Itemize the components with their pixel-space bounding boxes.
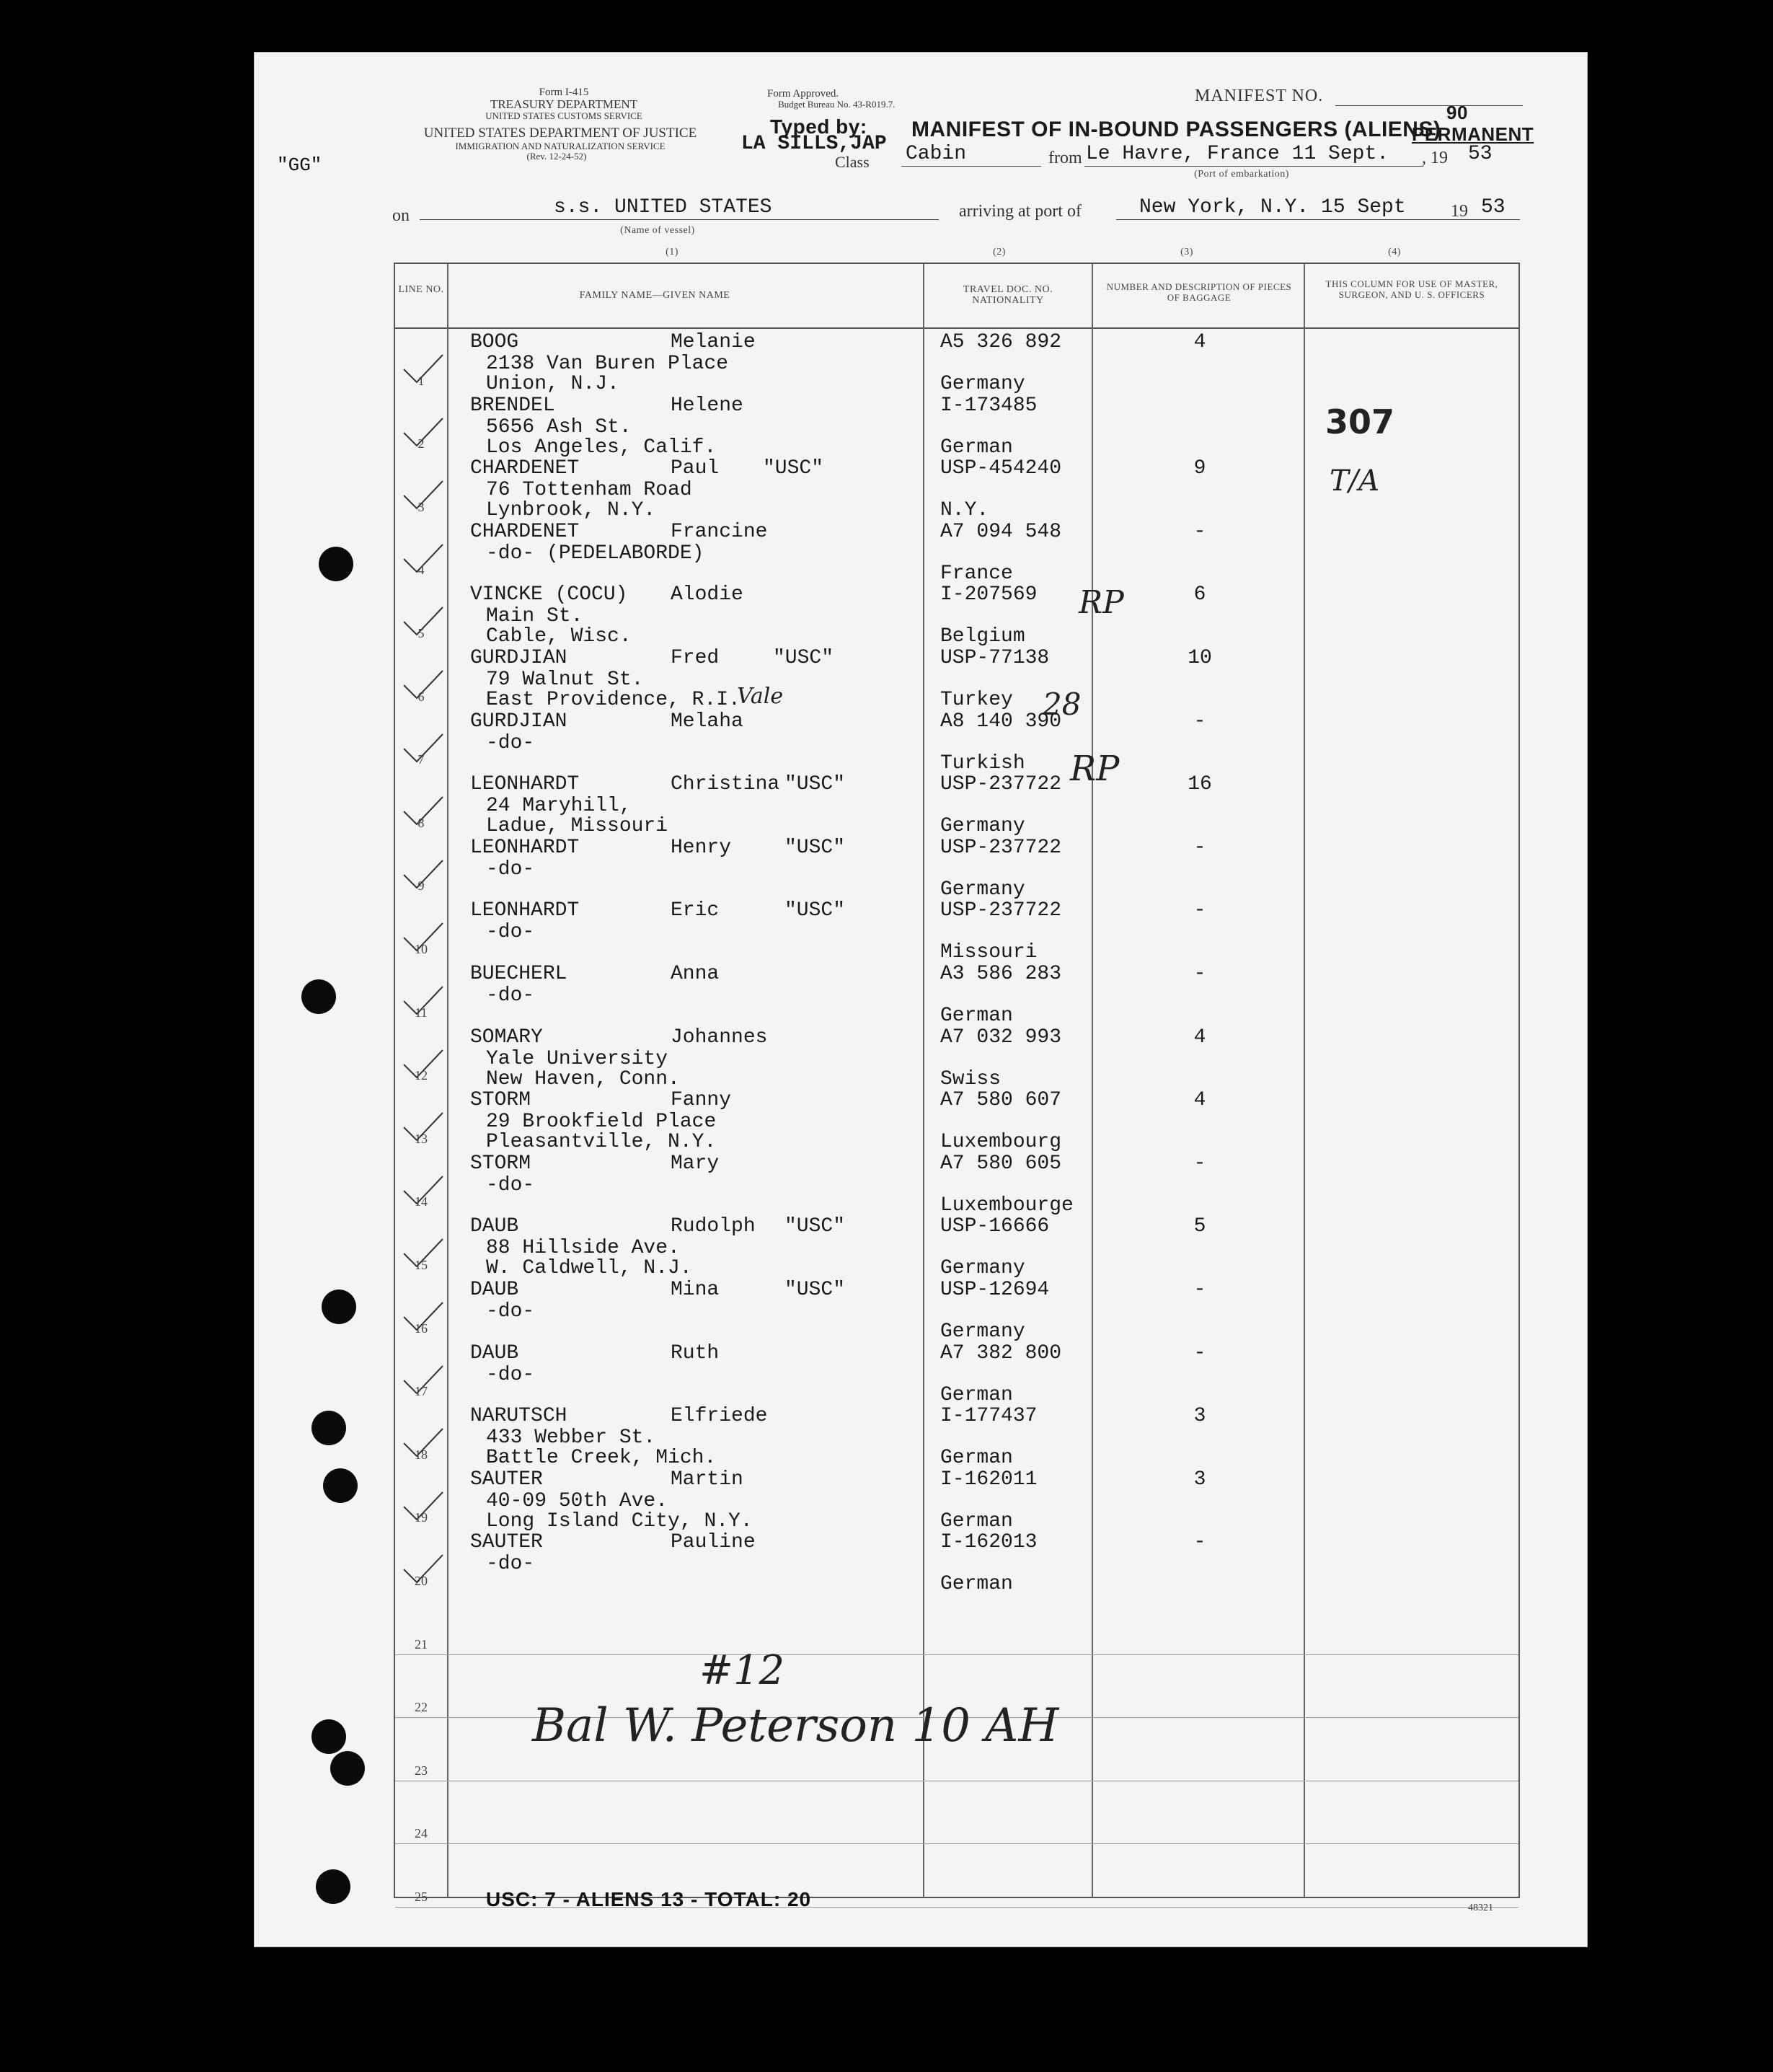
given-name: Christina (671, 773, 780, 796)
row-divider (395, 1843, 1518, 1844)
manifest-title: MANIFEST OF IN-BOUND PASSENGERS (ALIENS) (911, 118, 1441, 141)
baggage-count: 10 (1188, 647, 1212, 669)
arrival-value: New York, N.Y. 15 Sept (1139, 196, 1406, 219)
arrival-year: 53 (1481, 196, 1505, 219)
address-line-1: Yale University (486, 1047, 668, 1070)
customs-service: UNITED STATES CUSTOMS SERVICE (485, 110, 642, 121)
address-line-1: -do- (486, 921, 535, 944)
table-row (395, 1466, 1518, 1533)
address-line-2: Battle Creek, Mich. (486, 1447, 717, 1470)
budget-bureau: Budget Bureau No. 43-R019.7. (778, 99, 896, 110)
address-line-1: 40-09 50th Ave. (486, 1489, 668, 1512)
given-name: Melanie (671, 331, 756, 353)
family-name: CHARDENET (470, 520, 580, 543)
nationality: France (940, 562, 1013, 585)
address-line-1: 24 Maryhill, (486, 795, 632, 818)
baggage-count: 9 (1193, 457, 1206, 480)
name-header: FAMILY NAME—GIVEN NAME (579, 290, 730, 301)
nationality: Swiss (940, 1067, 1002, 1090)
vessel-line (420, 219, 939, 220)
from-label: from (1048, 149, 1082, 167)
given-name: Alodie (671, 583, 743, 607)
usc-mark: "USC" (763, 457, 824, 480)
given-name: Martin (671, 1468, 743, 1491)
given-name: Johannes (671, 1026, 768, 1049)
address-line-2: Cable, Wisc. (486, 625, 632, 648)
table-row (395, 1529, 1518, 1596)
family-name: SAUTER (470, 1531, 543, 1554)
address-line-2: East Providence, R.I. (486, 689, 740, 711)
baggage-count: - (1193, 1152, 1206, 1175)
given-name: Mary (671, 1152, 720, 1175)
nationality: German (940, 1509, 1013, 1533)
family-name: VINCKE (COCU) (470, 583, 628, 607)
on-label: on (392, 206, 410, 225)
table-row (395, 708, 1518, 775)
nationality: Germany (940, 878, 1025, 901)
treasury-dept: TREASURY DEPARTMENT (490, 97, 638, 111)
family-name: LEONHARDT (470, 773, 580, 796)
table-row (395, 329, 1518, 395)
line-number: 22 (415, 1700, 428, 1715)
binder-hole (330, 1751, 365, 1786)
table-row (395, 1087, 1518, 1154)
travel-doc-number: A7 382 800 (940, 1341, 1062, 1365)
baggage-count: 3 (1193, 1405, 1206, 1428)
col-2-number: (2) (993, 247, 1006, 257)
line-number: 25 (415, 1890, 428, 1904)
family-name: LEONHARDT (470, 899, 580, 922)
usc-mark: "USC" (784, 836, 846, 859)
binder-hole (323, 1468, 358, 1503)
line-number: 17 (415, 1384, 428, 1399)
nationality: Belgium (940, 625, 1025, 648)
travel-doc-number: USP-12694 (940, 1279, 1050, 1301)
port-embarkation-caption: (Port of embarkation) (1194, 169, 1289, 180)
address-line-1: Main St. (486, 605, 583, 628)
travel-doc-number: A5 326 892 (940, 331, 1062, 353)
address-line-1: -do- (486, 1553, 535, 1576)
usc-mark: "USC" (784, 899, 846, 922)
form-code: 48321 (1468, 1903, 1493, 1913)
family-name: STORM (470, 1152, 531, 1175)
address-line-1: 79 Walnut St. (486, 669, 644, 691)
address-line-2: Lynbrook, N.Y. (486, 499, 656, 522)
form-approved: Form Approved. (767, 88, 839, 100)
family-name: BRENDEL (470, 394, 555, 417)
col-4-number: (4) (1388, 247, 1401, 257)
table-row (395, 1024, 1518, 1088)
address-line-2: Long Island City, N.Y. (486, 1509, 753, 1533)
travel-doc-number: A3 586 283 (940, 963, 1062, 985)
line-number: 10 (415, 942, 428, 956)
vale-note: Vale (737, 684, 784, 709)
nationality: Luxembourge (940, 1194, 1074, 1217)
nationality: N.Y. (940, 499, 989, 522)
line-number: 4 (417, 563, 425, 578)
table-row (395, 1213, 1518, 1280)
rp-mark-1: RP (1079, 584, 1124, 621)
line-number: 18 (415, 1447, 428, 1462)
line-number: 8 (417, 815, 425, 830)
family-name: NARUTSCH (470, 1405, 567, 1428)
travel-doc-number: A8 140 390 (940, 710, 1062, 733)
binder-hole (301, 979, 336, 1014)
table-row (395, 1277, 1518, 1343)
baggage-count: - (1193, 710, 1206, 733)
address-line-1: 2138 Van Buren Place (486, 353, 729, 375)
travel-doc-number: A7 032 993 (940, 1026, 1062, 1049)
line-number: 20 (415, 1574, 428, 1588)
baggage-header: NUMBER AND DESCRIPTION OF PIECES OF BAGGAGE (1106, 281, 1292, 303)
baggage-count: - (1193, 899, 1206, 922)
nationality: Turkish (940, 751, 1025, 775)
given-name: Pauline (671, 1531, 756, 1554)
line-number: 15 (415, 1258, 428, 1272)
address-line-1: 88 Hillside Ave. (486, 1237, 680, 1260)
travel-doc-number: USP-454240 (940, 457, 1062, 480)
travel-doc-number: I-177437 (940, 1405, 1038, 1428)
binder-hole (322, 1290, 356, 1324)
totals: USC: 7 - ALIENS 13 - TOTAL: 20 (486, 1888, 812, 1910)
baggage-count: 5 (1193, 1215, 1206, 1238)
nationality: Germany (940, 815, 1025, 838)
nationality: German (940, 1383, 1013, 1406)
address-line-1: -do- (486, 1300, 535, 1323)
line-number: 3 (417, 499, 425, 514)
line-number: 16 (415, 1321, 428, 1336)
address-line-2: W. Caldwell, N.J. (486, 1257, 692, 1280)
arrival-year-prefix: 19 (1451, 202, 1468, 221)
travel-doc-number: I-173485 (940, 394, 1038, 417)
handwritten-signature: Bal W. Peterson 10 AH (532, 1699, 1059, 1753)
family-name: SAUTER (470, 1468, 543, 1491)
manifest-page (254, 52, 1588, 1947)
table-row (395, 961, 1518, 1027)
address-line-1: -do- (486, 858, 535, 881)
from-year: 53 (1468, 143, 1493, 165)
officer-initials: T/A (1330, 464, 1380, 498)
line-number: 23 (415, 1763, 428, 1778)
baggage-count: - (1193, 520, 1206, 543)
family-name: DAUB (470, 1279, 519, 1301)
address-line-1: 5656 Ash St. (486, 415, 632, 438)
family-name: BOOG (470, 331, 519, 353)
baggage-count: - (1193, 1279, 1206, 1301)
address-line-1: 433 Webber St. (486, 1427, 656, 1450)
travel-doc-number: A7 580 605 (940, 1152, 1062, 1175)
line-number: 6 (417, 689, 425, 704)
nationality: German (940, 436, 1013, 459)
family-name: LEONHARDT (470, 836, 580, 859)
binder-hole (316, 1869, 350, 1904)
family-name: GURDJIAN (470, 710, 567, 733)
justice-dept: UNITED STATES DEPARTMENT OF JUSTICE (423, 125, 697, 141)
row-divider (395, 1654, 1518, 1655)
line-number: 9 (417, 878, 425, 894)
line-number: 11 (415, 1005, 428, 1020)
table-row (395, 897, 1518, 964)
travel-doc-number: USP-237722 (940, 836, 1062, 859)
class-line (901, 166, 1041, 167)
given-name: Fred (671, 647, 720, 669)
col-3-number: (3) (1180, 247, 1193, 257)
line-number: 12 (415, 1068, 428, 1083)
rp-mark-2: RP (1070, 749, 1120, 789)
line-number: 19 (415, 1510, 428, 1525)
line-number: 5 (417, 626, 425, 640)
nationality: German (940, 1573, 1013, 1596)
line-number: 24 (415, 1826, 428, 1841)
gg-code: "GG" (277, 154, 322, 176)
baggage-count: 3 (1193, 1468, 1206, 1491)
ins-service: IMMIGRATION AND NATURALIZATION SERVICE (455, 141, 666, 151)
nationality: Missouri (940, 941, 1038, 964)
usc-mark: "USC" (784, 1215, 846, 1238)
table-row (395, 834, 1518, 901)
family-name: DAUB (470, 1215, 519, 1238)
given-name: Anna (671, 963, 720, 985)
address-line-2: Ladue, Missouri (486, 815, 668, 838)
binder-hole (311, 1411, 346, 1445)
binder-hole (311, 1719, 346, 1754)
officers-header: THIS COLUMN FOR USE OF MASTER, SURGEON, AND U. S. OFFICERS (1325, 278, 1498, 300)
nationality: Turkey (940, 689, 1013, 711)
baggage-count: 16 (1188, 773, 1212, 796)
form-number: Form I-415 (539, 87, 589, 98)
travel-doc-number: I-162011 (940, 1468, 1038, 1491)
typed-by-label: Typed by: (770, 115, 867, 138)
nationality: German (940, 1447, 1013, 1470)
table-row (395, 771, 1518, 838)
family-name: SOMARY (470, 1026, 543, 1049)
given-name: Henry (671, 836, 732, 859)
manifest-no-label: MANIFEST NO. (1195, 87, 1324, 105)
from-value: Le Havre, France 11 Sept. (1086, 143, 1389, 165)
table-row (395, 645, 1518, 711)
given-name: Elfriede (671, 1405, 768, 1428)
line-number: 21 (415, 1636, 428, 1652)
family-name: CHARDENET (470, 457, 580, 480)
address-line-1: -do- (486, 984, 535, 1007)
binder-hole (319, 547, 353, 581)
officer-number: 307 (1325, 402, 1395, 441)
travel-doc-number: USP-77138 (940, 647, 1050, 669)
baggage-count: 6 (1193, 583, 1206, 607)
table-row (395, 1150, 1518, 1217)
manifest-no: 90 (1446, 102, 1468, 123)
given-name: Francine (671, 520, 768, 543)
family-name: DAUB (470, 1341, 519, 1365)
given-name: Ruth (671, 1341, 720, 1365)
revision: (Rev. 12-24-52) (526, 151, 587, 162)
family-name: STORM (470, 1089, 531, 1112)
usc-mark: "USC" (784, 1279, 846, 1301)
class-value: Cabin (906, 143, 967, 165)
usc-mark: "USC" (773, 647, 834, 669)
nationality: Germany (940, 1321, 1025, 1343)
given-name: Melaha (671, 710, 743, 733)
given-name: Mina (671, 1279, 720, 1301)
address-line-1: -do- (486, 1363, 535, 1386)
from-line (1084, 166, 1423, 167)
permanent-label: PERMANENT (1412, 123, 1534, 145)
baggage-count: - (1193, 1531, 1206, 1554)
travel-doc-number: USP-16666 (940, 1215, 1050, 1238)
col-1-number: (1) (666, 247, 678, 257)
nationality: Germany (940, 373, 1025, 395)
doc-correction: 28 (1043, 687, 1082, 722)
baggage-count: - (1193, 836, 1206, 859)
given-name: Helene (671, 394, 743, 417)
given-name: Paul (671, 457, 720, 480)
line-number: 2 (417, 436, 425, 451)
travel-doc-header: TRAVEL DOC. NO. NATIONALITY (963, 284, 1053, 306)
table-row (395, 1403, 1518, 1470)
usc-mark: "USC" (784, 773, 846, 796)
baggage-count: - (1193, 1341, 1206, 1365)
baggage-count: 4 (1193, 1026, 1206, 1049)
travel-doc-number: I-207569 (940, 583, 1038, 607)
line-number: 1 (417, 373, 425, 388)
address-line-2: Union, N.J. (486, 373, 619, 395)
from-year-prefix: , 19 (1422, 149, 1448, 167)
vessel-caption: (Name of vessel) (620, 225, 695, 236)
manifest-no-line (1335, 105, 1523, 106)
typist: LA SILLS,JAP (741, 133, 887, 155)
address-line-1: -do- (PEDELABORDE) (486, 542, 704, 565)
address-line-2: New Haven, Conn. (486, 1067, 680, 1090)
vessel-name: s.s. UNITED STATES (554, 196, 772, 219)
line-no-header: LINE NO. (398, 284, 444, 295)
baggage-count: 4 (1193, 1089, 1206, 1112)
address-line-1: -do- (486, 731, 535, 754)
line-number: 7 (417, 752, 425, 767)
family-name: GURDJIAN (470, 647, 567, 669)
address-line-2: Los Angeles, Calif. (486, 436, 717, 459)
table-row (395, 581, 1518, 648)
line-number: 14 (415, 1194, 428, 1209)
given-name: Fanny (671, 1089, 732, 1112)
travel-doc-number: A7 580 607 (940, 1089, 1062, 1112)
nationality: Germany (940, 1257, 1025, 1280)
baggage-count: - (1193, 963, 1206, 985)
address-line-1: 76 Tottenham Road (486, 479, 692, 502)
handwritten-note-1: #12 (699, 1647, 785, 1694)
travel-doc-number: I-162013 (940, 1531, 1038, 1554)
nationality: Luxembourg (940, 1131, 1062, 1154)
table-row (395, 1340, 1518, 1406)
travel-doc-number: USP-237722 (940, 773, 1062, 796)
family-name: BUECHERL (470, 963, 567, 985)
travel-doc-number: USP-237722 (940, 899, 1062, 922)
nationality: German (940, 1005, 1013, 1027)
class-label: Class (835, 153, 870, 171)
arriving-label: arriving at port of (959, 202, 1082, 221)
address-line-2: Pleasantville, N.Y. (486, 1131, 717, 1154)
line-number: 13 (415, 1131, 428, 1146)
travel-doc-number: A7 094 548 (940, 520, 1062, 543)
table-row (395, 519, 1518, 585)
given-name: Eric (671, 899, 720, 922)
given-name: Rudolph (671, 1215, 756, 1238)
baggage-count: 4 (1193, 331, 1206, 353)
address-line-1: -do- (486, 1173, 535, 1196)
address-line-1: 29 Brookfield Place (486, 1111, 717, 1134)
